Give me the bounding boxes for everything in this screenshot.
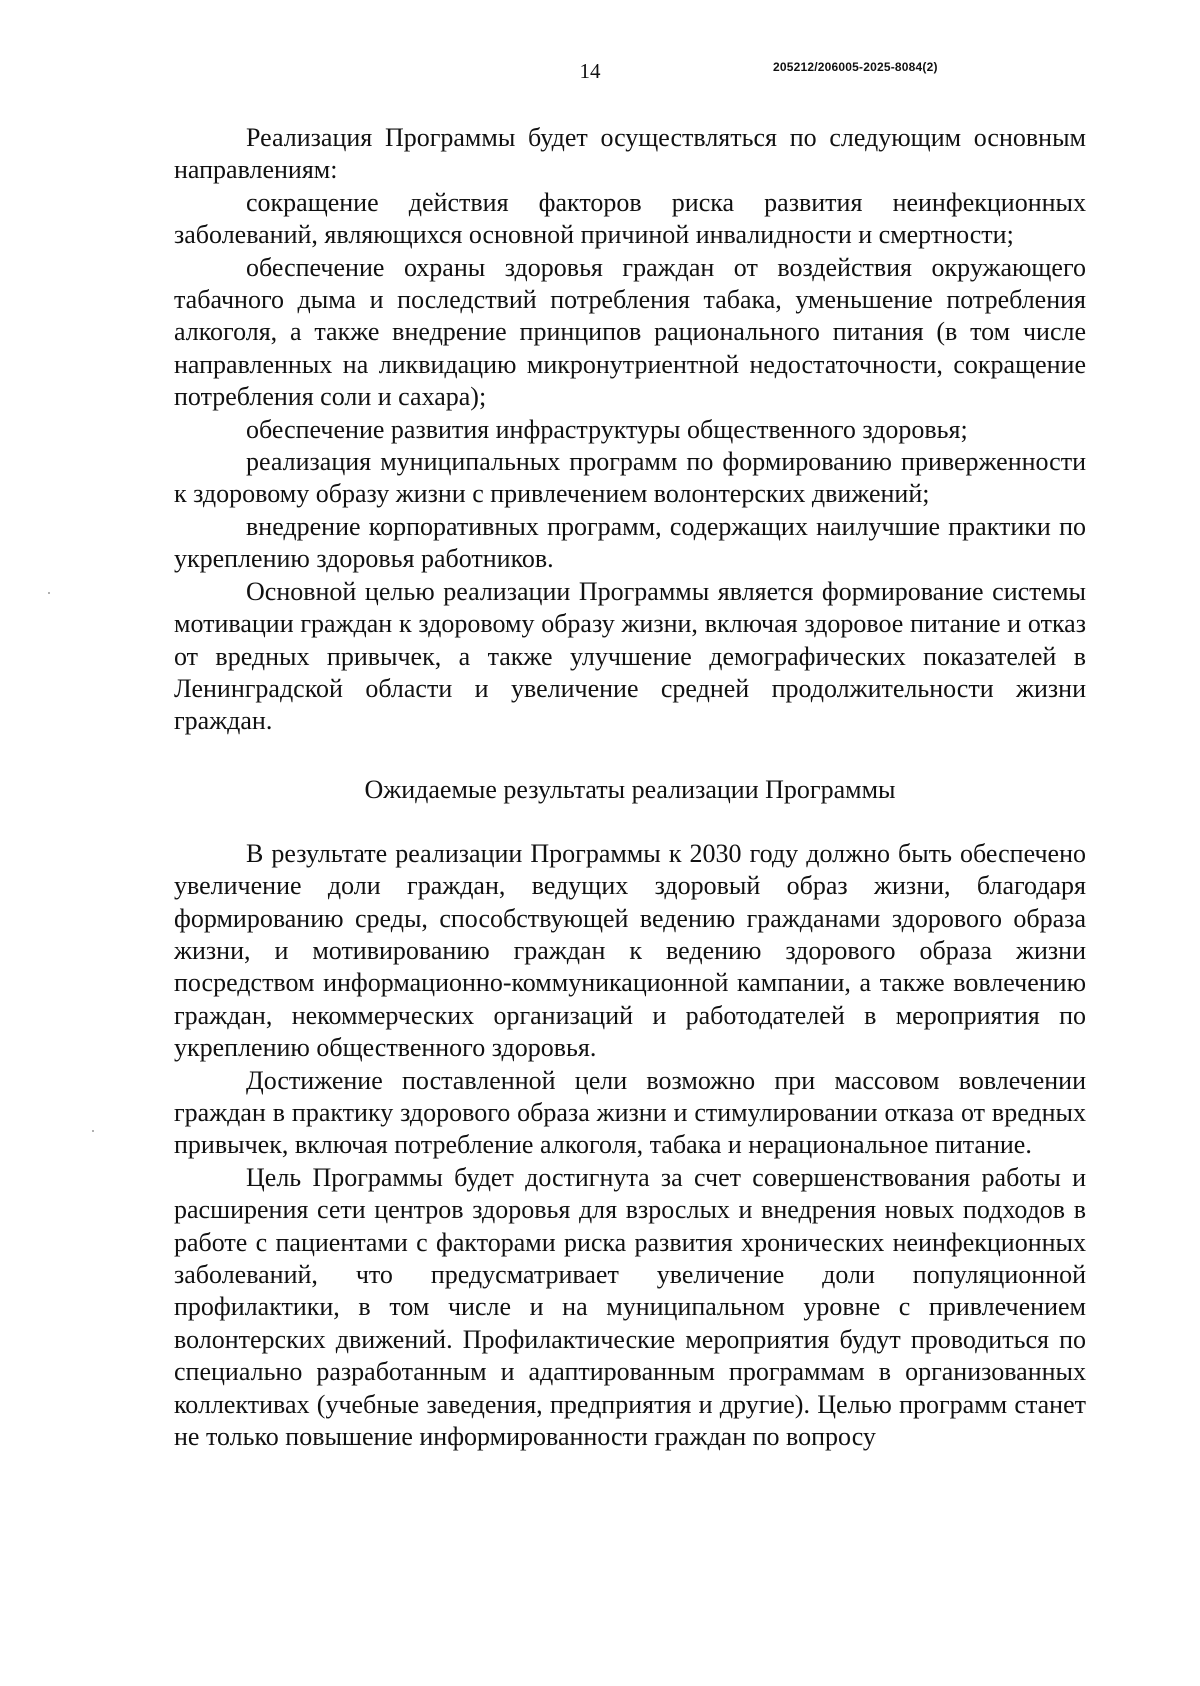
paragraph: обеспечение развития инфраструктуры общественного здоровья; (246, 414, 968, 444)
paragraph: Основной целью реализации Программы является формирование системы мотивации граждан к здоровому образу жизни, включая здоровое питание и отказ от вредных привычек, а также улучшение демографических показателей в Ленинградской области и увеличение средней продолжительности жизни граждан. (174, 576, 1086, 736)
paragraph: Достижение поставленной цели возможно при массовом вовлечении граждан в практику здорового образа жизни и стимулировании отказа от вредных привычек, включая потребление алкоголя, табака и нерациональное питание. (174, 1065, 1086, 1160)
scan-speck (92, 1130, 94, 1132)
paragraph: внедрение корпоративных программ, содержащих наилучшие практики по укреплению здоровья работников. (174, 511, 1086, 574)
section-heading: Ожидаемые результаты реализации Программы (364, 774, 896, 804)
document-body (174, 122, 1086, 1453)
paragraph: обеспечение охраны здоровья граждан от воздействия окружающего табачного дыма и последствий потребления табака, уменьшение потребления алкоголя, а также внедрение принципов рационального питания (в том числе направленных на ликвидацию микронутриентной недостаточности, сокращение потребления соли и сахара); (174, 252, 1086, 412)
document-id: 205212/206005-2025-8084(2) (773, 60, 938, 74)
scan-speck (48, 592, 50, 594)
paragraph: Реализация Программы будет осуществляться по следующим основным направлениям: (174, 123, 1086, 185)
page-number: 14 (579, 59, 601, 83)
paragraph: сокращение действия факторов риска развития неинфекционных заболеваний, являющихся основной причиной инвалидности и смертности; (174, 187, 1086, 250)
paragraph: Цель Программы будет достигнута за счет совершенствования работы и расширения сети центров здоровья для взрослых и внедрения новых подходов в работе с пациентами с факторами риска развития хронических неинфекционных заболеваний, что предусматривает увеличение доли популяционной профилактики, в том числе и на муниципальном уровне с привлечением волонтерских движений. Профилактические мероприятия будут проводиться по специально разработанным и адаптированным программам в организованных коллективах (учебные заведения, предприятия и другие). Целью программ станет не только повышение информированности граждан по вопросу (174, 1162, 1086, 1452)
paragraph: реализация муниципальных программ по формированию приверженности к здоровому образу жизни с привлечением волонтерских движений; (174, 447, 1086, 509)
paragraph: В результате реализации Программы к 2030 году должно быть обеспечено увеличение доли граждан, ведущих здоровый образ жизни, благодаря формированию среды, способствующей ведению гражданами здорового образа жизни, и мотивированию граждан к ведению здорового образа жизни посредством информационно-коммуникационной кампании, а также вовлечению граждан, некоммерческих организаций и работодателей в мероприятия по укреплению общественного здоровья. (174, 838, 1086, 1063)
